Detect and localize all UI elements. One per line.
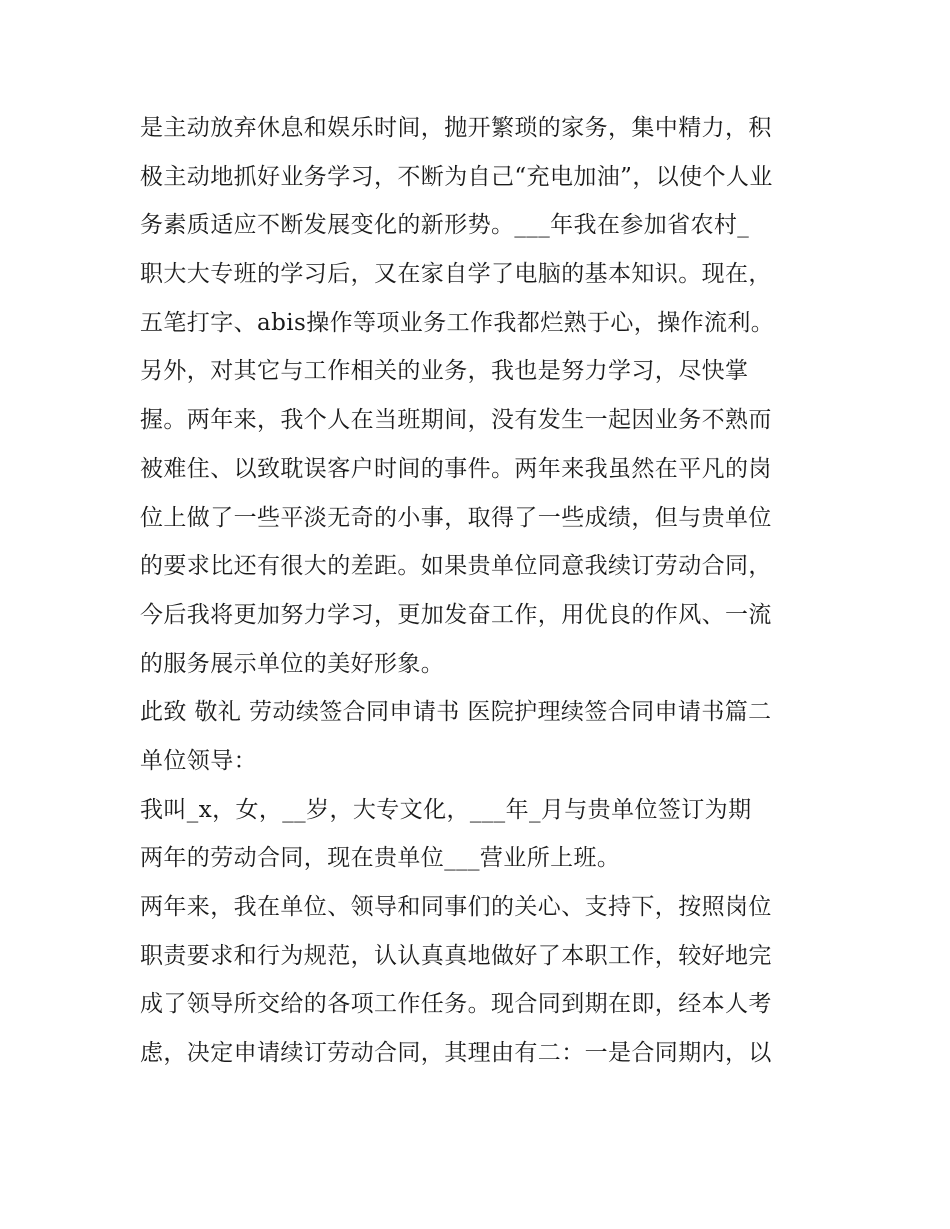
text-line: 位上做了一些平淡无奇的小事，取得了一些成绩，但与贵单位 — [140, 504, 772, 531]
text-line: 另外，对其它与工作相关的业务，我也是努力学习，尽快掌 — [140, 358, 749, 385]
text-line: 我叫_x，女，__岁，大专文化，___年_月与贵单位签订为期 — [140, 796, 752, 823]
text-line: 的服务展示单位的美好形象。 — [140, 650, 445, 677]
text-line: 握。两年来，我个人在当班期间，没有发生一起因业务不熟而 — [140, 407, 772, 434]
paragraph-self-introduction — [140, 786, 820, 883]
paragraph-salutation — [140, 737, 820, 786]
text-line: 职责要求和行为规范，认认真真地做好了本职工作，较好地完 — [140, 942, 772, 969]
text-line: 务素质适应不断发展变化的新形势。___年我在参加省农村_ — [140, 212, 750, 239]
paragraph-work-summary — [140, 883, 820, 1078]
text-line: 的要求比还有很大的差距。如果贵单位同意我续订劳动合同， — [140, 553, 772, 580]
document-body — [140, 104, 820, 1078]
salutation-line: 单位领导： — [140, 747, 257, 774]
text-line: 被难住、以致耽误客户时间的事件。两年来我虽然在平凡的岗 — [140, 455, 772, 482]
text-line: 两年来，我在单位、领导和同事们的关心、支持下，按照岗位 — [140, 894, 772, 920]
paragraph-study-performance — [140, 104, 820, 688]
text-line: 是主动放弃休息和娱乐时间，抛开繁琐的家务，集中精力，积 — [140, 115, 772, 141]
text-line: 今后我将更加努力学习，更加发奋工作，用优良的作风、一流 — [140, 601, 772, 628]
text-line: 五笔打字、abis操作等项业务工作我都烂熟于心，操作流利。 — [140, 309, 775, 336]
text-line: 虑，决定申请续订劳动合同，其理由有二：一是合同期内，以 — [140, 1040, 772, 1067]
text-line: 职大大专班的学习后，又在家自学了电脑的基本知识。现在， — [140, 261, 772, 288]
text-line: 两年的劳动合同，现在贵单位___营业所上班。 — [140, 845, 621, 872]
text-line: 极主动地抓好业务学习，不断为自己“充电加油”，以使个人业 — [140, 163, 773, 190]
text-line: 成了领导所交给的各项工作任务。现合同到期在即，经本人考 — [140, 991, 772, 1018]
section-title-line: 此致 敬礼 劳动续签合同申请书 医院护理续签合同申请书篇二 — [140, 699, 772, 726]
paragraph-closing-and-section-title — [140, 688, 820, 737]
